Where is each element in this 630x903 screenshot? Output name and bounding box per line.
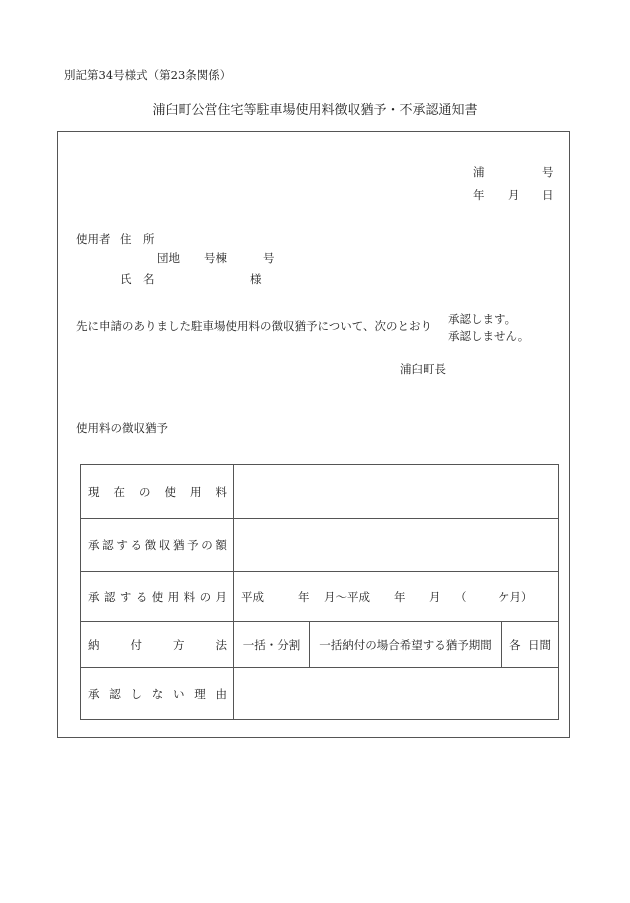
current-fee-label-cell — [81, 465, 234, 519]
label-char: す — [119, 589, 132, 604]
user-label: 使用者 — [76, 232, 111, 246]
label-char: の — [139, 484, 151, 499]
days-label: 日間 — [528, 637, 551, 652]
option-approve: 承認します。 — [448, 312, 517, 326]
issuer-name: 浦臼町長 — [400, 362, 446, 376]
label-char: 方 — [173, 637, 185, 652]
form-number-label: 別記第34号様式（第23条関係） — [64, 68, 232, 82]
unit-label: 号 — [263, 251, 275, 265]
era-from: 平成 — [241, 589, 264, 604]
label-char: 法 — [215, 637, 227, 652]
table-row — [81, 572, 559, 622]
label-char: 用 — [167, 589, 180, 604]
month-count: ケ月） — [498, 589, 533, 604]
payment-option: 一括・分割 — [234, 622, 310, 667]
label-char: 猶 — [172, 538, 185, 552]
fee-month-label — [88, 589, 227, 605]
table-row — [81, 465, 559, 519]
label-char: 付 — [130, 637, 142, 652]
label-char: 現 — [88, 484, 100, 499]
label-char: 料 — [215, 484, 227, 499]
label-char: 収 — [158, 538, 171, 552]
building-label: 号棟 — [204, 251, 227, 265]
reason-label — [88, 686, 227, 702]
month-from: 月〜平成 — [324, 589, 370, 604]
payment-method-label-cell — [81, 622, 234, 668]
honorific-label: 様 — [250, 272, 262, 286]
paren-open: （ — [455, 589, 467, 604]
label-char: し — [130, 686, 142, 701]
notice-body-text: 先に申請のありました駐車場使用料の徴収猶予について、次のとおり — [76, 319, 433, 333]
option-reject: 承認しません。 — [448, 329, 530, 343]
deferral-amount-label-cell — [81, 519, 234, 572]
name-label: 氏 名 — [120, 272, 155, 286]
doc-number-suffix: 号 — [542, 165, 554, 179]
deferral-amount-value — [234, 519, 559, 572]
label-char: 用 — [190, 484, 202, 499]
label-char: 承 — [88, 589, 100, 604]
label-char: 承 — [88, 538, 100, 552]
danchi-label: 団地 — [157, 251, 180, 265]
label-char: 承 — [88, 686, 100, 701]
payment-method-label — [88, 637, 227, 653]
label-char: 使 — [151, 589, 164, 604]
reason-label-cell — [81, 668, 234, 720]
reason-value — [234, 668, 559, 720]
fee-month-value — [234, 572, 559, 622]
deferral-table — [80, 464, 559, 720]
deferral-amount-label — [88, 537, 227, 553]
label-char: る — [130, 538, 142, 552]
date-day: 日 — [542, 188, 554, 202]
label-char: 料 — [183, 589, 196, 604]
current-fee-label — [88, 484, 227, 500]
document-title: 浦臼町公営住宅等駐車場使用料徴収猶予・不承認通知書 — [152, 103, 478, 118]
label-char: 認 — [103, 589, 116, 604]
label-char: す — [116, 538, 128, 552]
table-row — [81, 622, 559, 668]
label-char: る — [135, 589, 148, 604]
label-char: 納 — [88, 637, 100, 652]
label-char: 予 — [187, 538, 199, 552]
label-char: 由 — [215, 686, 227, 701]
doc-number-prefix: 浦 — [473, 165, 485, 179]
address-label: 住 所 — [120, 232, 155, 246]
each-label: 各 — [509, 637, 521, 652]
current-fee-value — [234, 465, 559, 519]
label-char: 理 — [194, 686, 206, 701]
section-heading: 使用料の徴収猶予 — [76, 421, 168, 435]
label-char: な — [151, 686, 164, 701]
label-char: 認 — [109, 686, 121, 701]
label-char: 額 — [215, 538, 227, 552]
lump-sum-period-label: 一括納付の場合希望する猶予期間 — [310, 622, 502, 667]
label-char: の — [201, 538, 213, 552]
label-char: 使 — [164, 484, 176, 499]
label-char: 徴 — [144, 538, 157, 552]
label-char: 在 — [113, 484, 125, 499]
payment-method-value — [234, 622, 559, 668]
date-year: 年 — [473, 188, 485, 202]
table-row — [81, 519, 559, 572]
label-char: 月 — [215, 589, 227, 604]
label-char: 認 — [102, 538, 114, 552]
label-char: の — [199, 589, 212, 604]
year-from: 年 — [298, 589, 310, 604]
table-row — [81, 668, 559, 720]
month-to: 月 — [429, 589, 441, 604]
label-char: い — [173, 686, 185, 701]
fee-month-label-cell — [81, 572, 234, 622]
year-to: 年 — [394, 589, 406, 604]
date-month: 月 — [508, 188, 520, 202]
